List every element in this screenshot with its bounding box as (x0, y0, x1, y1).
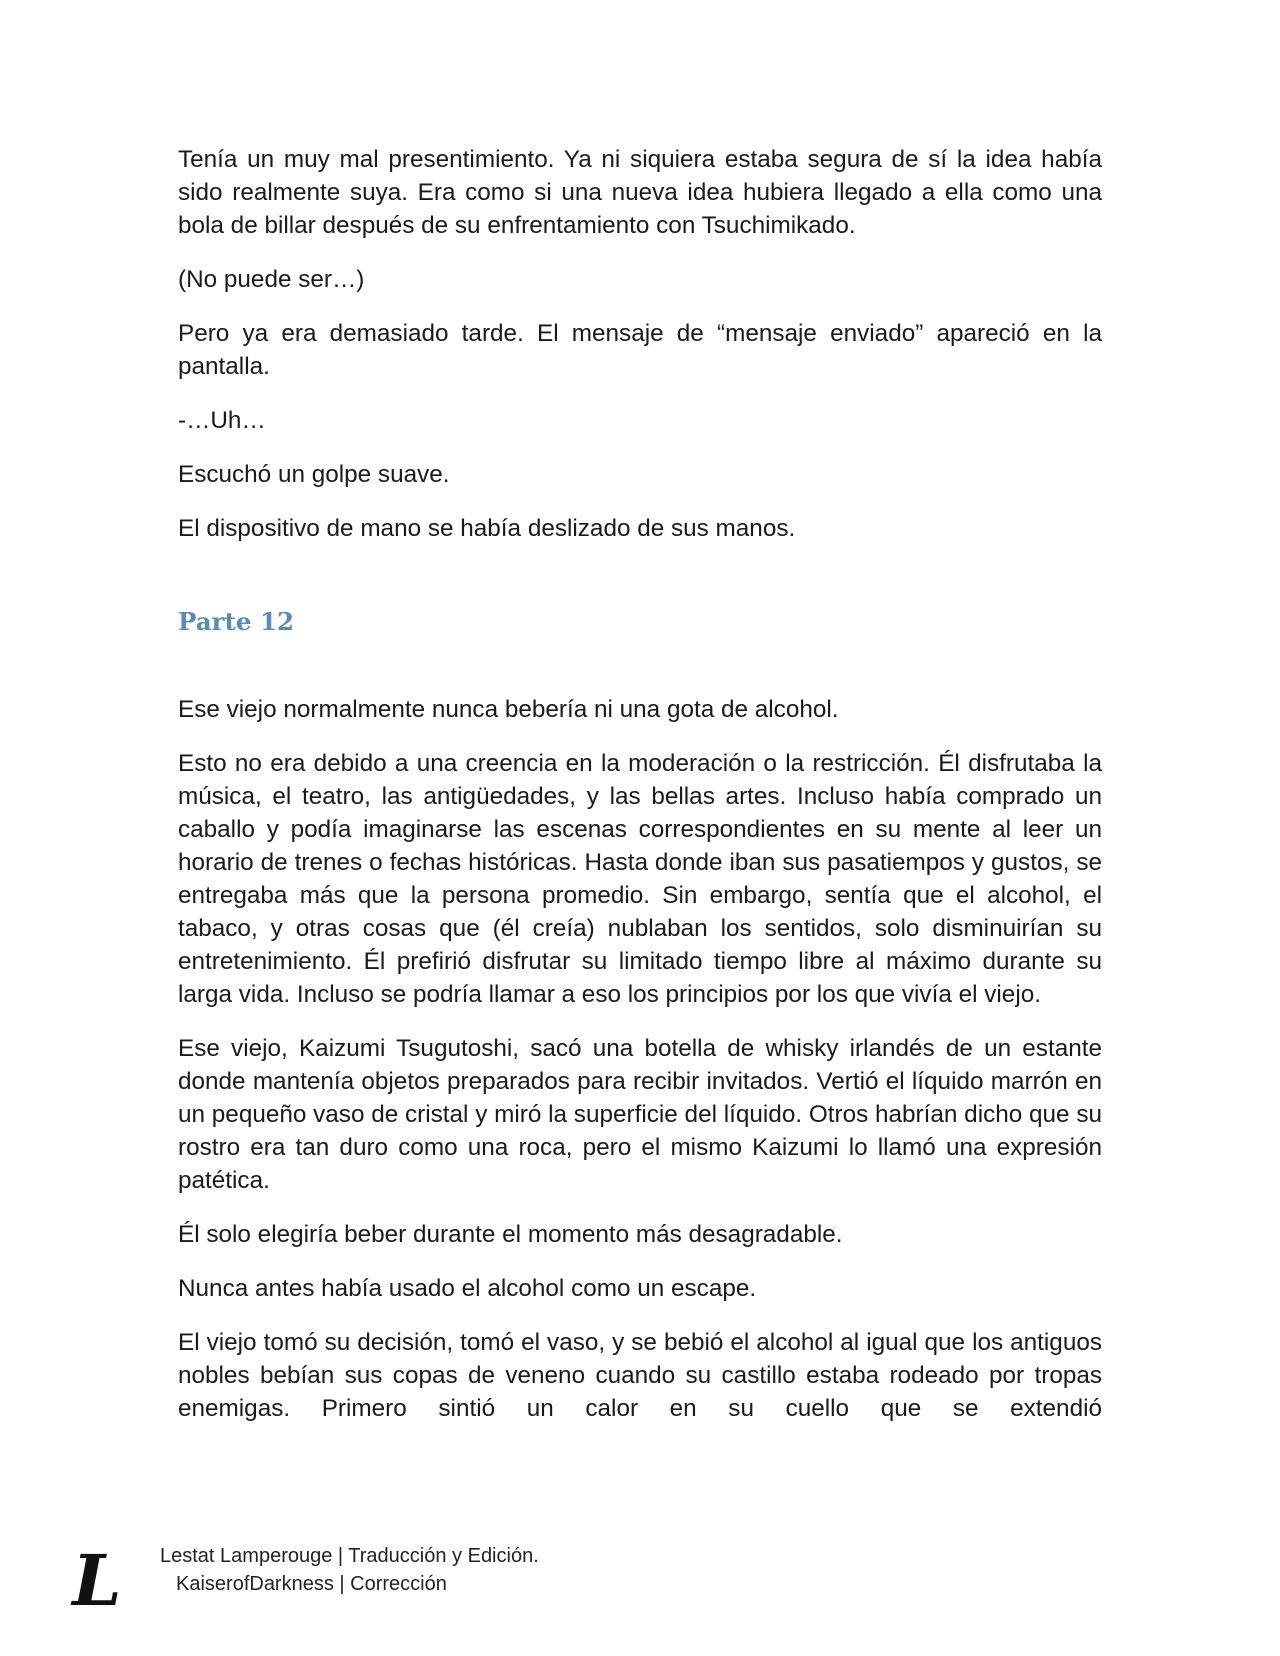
paragraph: Escuchó un golpe suave. (178, 461, 450, 488)
paragraph: Tenía un muy mal presentimiento. Ya ni siquiera estaba segura de sí la idea había sido realmente suya. Era como si una nueva idea hubiera llegado a ella como una bola de billar después de su enfrentamiento con Tsuchimikado. (178, 146, 1102, 239)
svg-text:L: L (72, 1545, 122, 1615)
paragraph: El dispositivo de mano se había deslizado de sus manos. (178, 515, 796, 542)
paragraph: Ese viejo normalmente nunca bebería ni una gota de alcohol. (178, 696, 839, 723)
page-body (178, 143, 1102, 1425)
paragraph: Esto no era debido a una creencia en la moderación o la restricción. Él disfrutaba la música, el teatro, las antigüedades, y las bellas artes. Incluso había comprado un caballo y podía imaginarse las escenas correspondientes en su mente al leer un horario de trenes o fechas históricas. Hasta donde iban sus pasatiempos y gustos, se entregaba más que la persona promedio. Sin embargo, sentía que el alcohol, el tabaco, y otras cosas que (él creía) nublaban los sentidos, solo disminuirían su entretenimiento. Él prefirió disfrutar su limitado tiempo libre al máximo durante su larga vida. Incluso se podría llamar a eso los principios por los que vivía el viejo. (178, 750, 1102, 1008)
paragraph: Él solo elegiría beber durante el momento más desagradable. (178, 1221, 843, 1248)
gothic-letter-l-icon (66, 1545, 128, 1615)
page-footer (66, 1545, 766, 1625)
paragraph: Pero ya era demasiado tarde. El mensaje de “mensaje enviado” apareció en la pantalla. (178, 320, 1102, 380)
footer-credit-correction: KaiserofDarkness | Corrección (176, 1573, 447, 1595)
paragraph: -…Uh… (178, 407, 266, 434)
paragraph: Ese viejo, Kaizumi Tsugutoshi, sacó una botella de whisky irlandés de un estante donde mantenía objetos preparados para recibir invitados. Vertió el líquido marrón en un pequeño vaso de cristal y miró la superficie del líquido. Otros habrían dicho que su rostro era tan duro como una roca, pero el mismo Kaizumi lo llamó una expresión patética. (178, 1035, 1102, 1194)
paragraph: (No puede ser…) (178, 266, 365, 293)
paragraph: El viejo tomó su decisión, tomó el vaso, y se bebió el alcohol al igual que los antiguos nobles bebían sus copas de veneno cuando su castillo estaba rodeado por tropas enemigas. Primero sintió un calor en su cuello que se extendió (178, 1329, 1102, 1422)
section-heading: Parte 12 (178, 607, 295, 636)
footer-credit-translation: Lestat Lamperouge | Traducción y Edición. (160, 1545, 539, 1567)
paragraph: Nunca antes había usado el alcohol como un escape. (178, 1275, 757, 1302)
